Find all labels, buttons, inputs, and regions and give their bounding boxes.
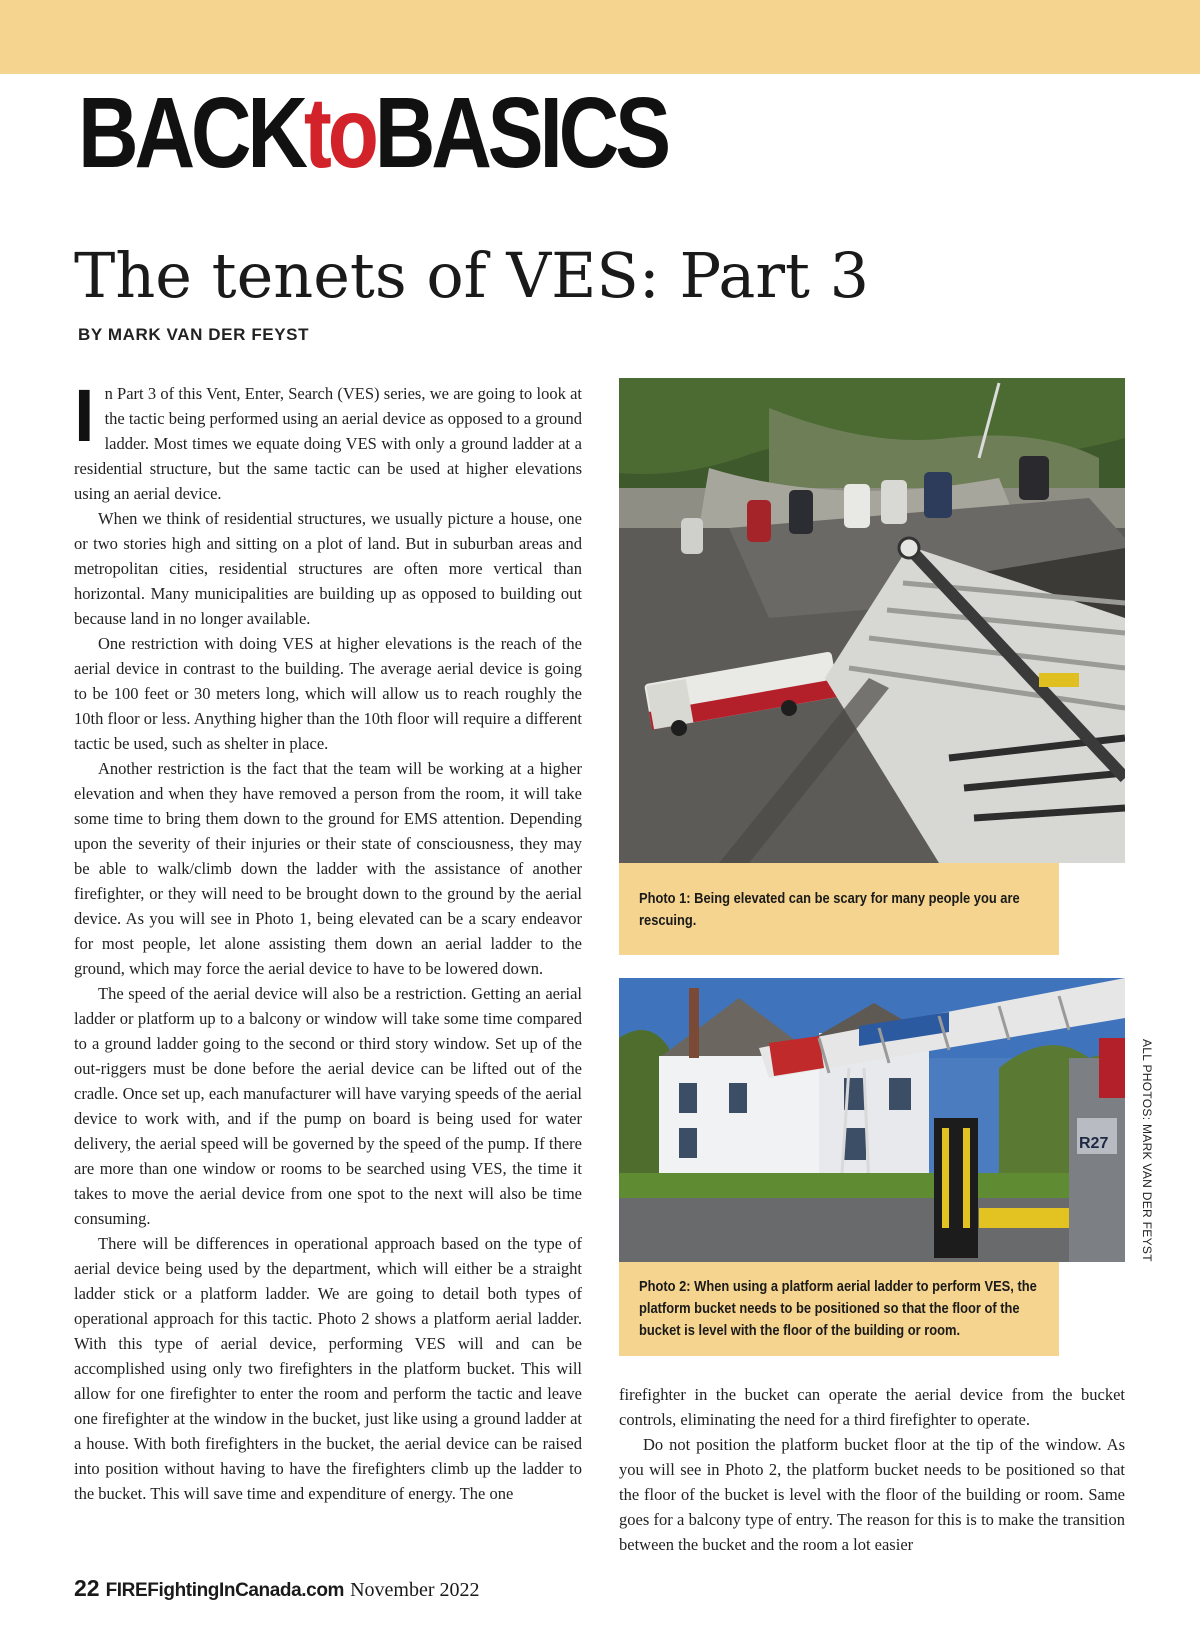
page-footer (74, 1575, 479, 1604)
photo-credit: ALL PHOTOS: MARK VAN DER FEYST (1140, 1039, 1154, 1262)
drop-cap: I (74, 381, 95, 457)
article-paragraph: There will be differences in operational approach based on the type of aerial device being used by the department, which will either be a straight ladder stick or a platform ladder. We are going to detail both types of operational approach for this tactic. Photo 2 shows a platform aerial ladder. With this type of aerial device, performing VES will and can be accomplished using only two firefighters in the platform bucket. This will allow for one firefighter to enter the room and perform the tactic and leave one firefighter at the window in the bucket, just like using a ground ladder at a house. With both firefighters in the bucket, the aerial device can be raised into position without having to have the firefighters climb up the ladder to the bucket. This will save time and expenditure of energy. The one (74, 1234, 582, 1503)
photo-2-caption: Photo 2: When using a platform aerial ladder to perform VES, the platform bucket needs to be positioned so that the floor of the bucket is level with the floor of the building or room. (619, 1262, 1059, 1356)
section-kicker (78, 78, 667, 188)
article-paragraph: Another restriction is the fact that the team will be working at a higher elevation and when they have removed a person from the room, it will take some time to bring them down to the ground for EMS attention. Depending upon the severity of their injuries or their state of consciousness, they may be able to walk/climb down the ladder with the assistance of another firefighter, or they will need to be brought down to the ground by the aerial device. As you will see in Photo 1, being elevated can be a scary endeavor for most people, let alone assisting them down an aerial ladder to the ground, which may force the aerial device to have to be lowered down. (74, 759, 582, 978)
kicker-back: BACK (78, 77, 304, 189)
article-paragraph: firefighter in the bucket can operate the aerial device from the bucket controls, eliminating the need for a third firefighter to operate. (619, 1385, 1125, 1429)
article-paragraph: Do not position the platform bucket floor at the tip of the window. As you will see in Photo 2, the platform bucket needs to be positioned so that the floor of the bucket is level with the floor of the building or room. Same goes for a balcony type of entry. The reason for this is to make the transition between the bucket and the room a lot easier (619, 1435, 1125, 1554)
article-column-left (74, 381, 582, 1551)
photo-1-aerial-view (619, 378, 1125, 863)
footer-date: November 2022 (350, 1579, 480, 1601)
photo-1-caption: Photo 1: Being elevated can be scary for many people you are rescuing. (619, 863, 1059, 955)
article-paragraph: In Part 3 of this Vent, Enter, Search (VES) series, we are going to look at the tactic being performed using an aerial device as opposed to a ground ladder. Most times we equate doing VES with only a ground ladder at a residential structure, but the same tactic can be used at higher elevations using an aerial device. (74, 381, 582, 503)
page-number: 22 (74, 1575, 100, 1601)
photo-2-platform-ladder (619, 978, 1125, 1262)
truck-number-sign: R27 (1079, 1135, 1109, 1152)
article-paragraph: When we think of residential structures, we usually picture a house, one or two stories high and sitting on a plot of land. But in suburban areas and metropolitan cities, residential structures are often more vertical than horizontal. Many municipalities are building up as opposed to building out because land in no longer available. (74, 509, 582, 628)
kicker-basics: BASICS (374, 77, 667, 189)
byline: BY MARK VAN DER FEYST (78, 325, 310, 344)
article-column-right (619, 1382, 1125, 1562)
footer-site: FIREFightingInCanada.com (105, 1580, 345, 1601)
article-title: The tenets of VES: Part 3 (74, 239, 870, 312)
article-paragraph: One restriction with doing VES at higher elevations is the reach of the aerial device in contrast to the building. The average aerial device is going to be 100 feet or 30 meters long, which will allow us to reach roughly the 10th floor or less. Anything higher than the 10th floor will require a different tactic be used, such as shelter in place. (74, 634, 582, 753)
top-color-band (0, 0, 1200, 74)
kicker-to: to (303, 77, 375, 189)
article-paragraph: The speed of the aerial device will also be a restriction. Getting an aerial ladder or platform up to a balcony or window will take some time compared to a ground ladder going to the second or third story window. Set up of the out-riggers must be done before the aerial device can be lifted out of the cradle. Once set up, each manufacturer will have varying speeds of the aerial device to work with, and if the pump on board is being used for water delivery, the aerial speed will be governed by the speed of the pump. If there are more than one window or rooms to be searched using VES, the time it takes to move the aerial device from one spot to the next will also be time consuming. (74, 984, 582, 1228)
